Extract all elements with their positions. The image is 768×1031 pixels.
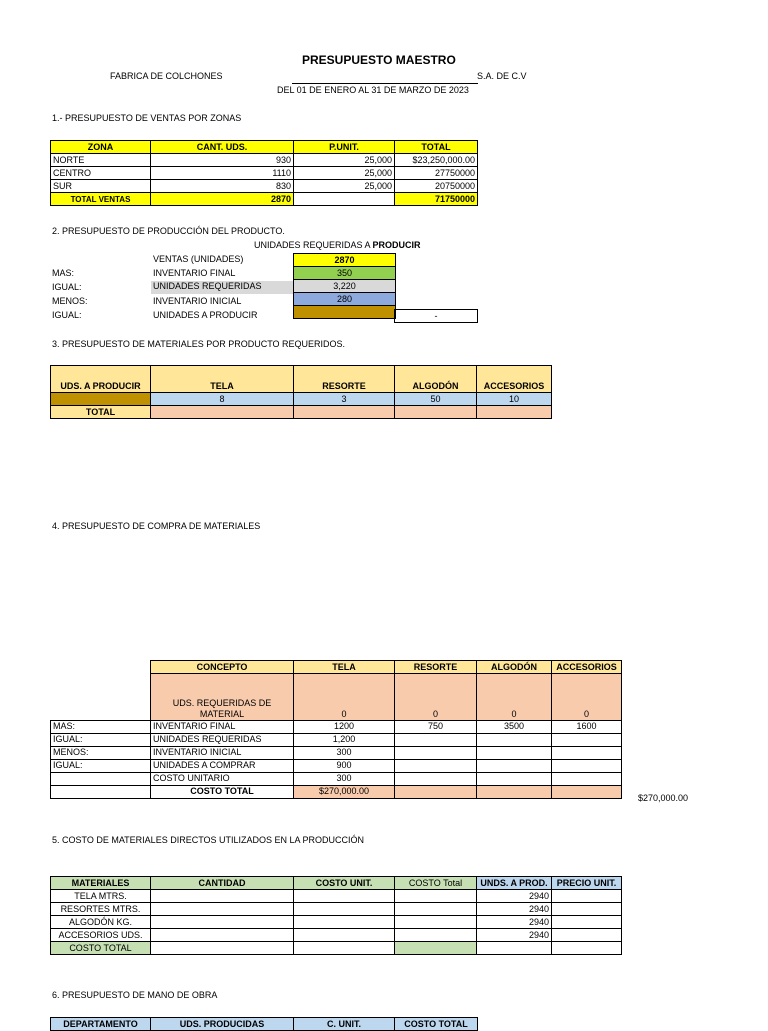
table-row (51, 154, 478, 167)
table-header-row (51, 661, 622, 674)
units-cell (51, 393, 151, 406)
cell: 2940 (477, 929, 552, 942)
cell: SUR (51, 180, 151, 193)
cell (51, 772, 151, 785)
cell: CENTRO (51, 167, 151, 180)
row-prefix: IGUAL: (52, 282, 82, 292)
cell (395, 733, 477, 746)
subtitle-bold: PRODUCIR (372, 240, 421, 250)
company-underline (292, 83, 478, 84)
production-extra-cell (394, 309, 478, 323)
cell (395, 942, 477, 955)
materials-purchase-table (50, 660, 622, 799)
col-header: TELA (294, 661, 395, 674)
table-row (51, 746, 622, 759)
blank-cell (51, 661, 151, 674)
col-header: ALGODÓN (477, 661, 552, 674)
cell (151, 406, 294, 419)
cell (477, 746, 552, 759)
row-label: UNIDADES REQUERIDAS (151, 281, 294, 294)
col-header: COSTO TOTAL (395, 1018, 478, 1031)
materials-per-product-table (50, 365, 552, 419)
col-header: CANT. UDS. (151, 141, 294, 154)
cell: 10 (477, 393, 552, 406)
cell (294, 916, 395, 929)
table-row (51, 393, 552, 406)
cell (395, 916, 477, 929)
table-header-row (51, 877, 622, 890)
cell: ALGODÓN KG. (51, 916, 151, 929)
sales-by-zone-table (50, 140, 478, 206)
cell (552, 929, 622, 942)
units-to-produce-value (294, 306, 396, 319)
cell (294, 890, 395, 903)
row-prefix: MAS: (52, 268, 75, 278)
cell: IGUAL: (51, 733, 151, 746)
total-label: TOTAL (51, 406, 151, 419)
table-header-row (51, 141, 478, 154)
cell: NORTE (51, 154, 151, 167)
section2-subtitle (254, 240, 421, 251)
cell: 0 (294, 674, 395, 721)
cell (395, 772, 477, 785)
total-sales: 71750000 (395, 193, 478, 206)
col-header: CANTIDAD (151, 877, 294, 890)
cell (395, 929, 477, 942)
table-header-row (51, 366, 552, 393)
cell: MENOS: (51, 746, 151, 759)
cell: 930 (151, 154, 294, 167)
company-suffix: S.A. DE C.V (477, 71, 527, 81)
col-header: MATERIALES (51, 877, 151, 890)
cell (477, 772, 552, 785)
cell: 2940 (477, 890, 552, 903)
cell: 750 (395, 720, 477, 733)
col-header: ACCESORIOS (552, 661, 622, 674)
table-row (51, 890, 622, 903)
col-header: TELA (151, 366, 294, 393)
cell: MAS: (51, 720, 151, 733)
cell: UNIDADES A COMPRAR (151, 759, 294, 772)
table-row (51, 180, 478, 193)
cell: $23,250,000.00 (395, 154, 478, 167)
col-header: PRECIO UNIT. (552, 877, 622, 890)
row-label: VENTAS (UNIDADES) (153, 254, 244, 264)
section6-heading: 6. PRESUPUESTO DE MANO DE OBRA (52, 990, 218, 1000)
page-title: PRESUPUESTO MAESTRO (302, 53, 456, 67)
col-header: P.UNIT. (294, 141, 395, 154)
cell (151, 890, 294, 903)
company-name: FABRICA DE COLCHONES (110, 71, 223, 81)
cell (294, 903, 395, 916)
direct-materials-table (50, 876, 622, 955)
cell: 25,000 (294, 180, 395, 193)
row-prefix: MENOS: (52, 296, 88, 306)
col-header: RESORTE (294, 366, 395, 393)
table-row (51, 720, 622, 733)
cell: 27750000 (395, 167, 478, 180)
col-header: UDS. PRODUCIDAS (151, 1018, 294, 1031)
cell (395, 785, 477, 798)
section5-heading: 5. COSTO DE MATERIALES DIRECTOS UTILIZADOS EN LA PRODUCCIÓN (52, 835, 365, 845)
table-row (51, 929, 622, 942)
col-header: ACCESORIOS (477, 366, 552, 393)
total-label: TOTAL VENTAS (51, 193, 151, 206)
total-row (51, 785, 622, 798)
cell (151, 916, 294, 929)
labor-budget-table (50, 1017, 478, 1031)
sales-units-value: 2870 (294, 254, 396, 267)
cell (294, 942, 395, 955)
table-row (51, 772, 622, 785)
cell: 25,000 (294, 154, 395, 167)
row-prefix: IGUAL: (52, 310, 82, 320)
table-row (51, 674, 622, 721)
cell (395, 406, 477, 419)
cell (151, 903, 294, 916)
required-units-value: 3,220 (294, 280, 396, 293)
total-row (51, 406, 552, 419)
cell (477, 406, 552, 419)
cell (395, 746, 477, 759)
row-label: INVENTARIO INICIAL (153, 296, 242, 306)
cell: 3500 (477, 720, 552, 733)
cell (552, 746, 622, 759)
cell: 0 (395, 674, 477, 721)
section3-heading: 3. PRESUPUESTO DE MATERIALES POR PRODUCTO REQUERIDOS. (52, 339, 346, 349)
cell: INVENTARIO INICIAL (151, 746, 294, 759)
table-row (51, 916, 622, 929)
col-header: ZONA (51, 141, 151, 154)
col-header: UNDS. A PROD. (477, 877, 552, 890)
production-values-table (293, 253, 396, 319)
cell: 25,000 (294, 167, 395, 180)
cell: 8 (151, 393, 294, 406)
cell: 50 (395, 393, 477, 406)
cell: ACCESORIOS UDS. (51, 929, 151, 942)
cell: IGUAL: (51, 759, 151, 772)
cell (477, 759, 552, 772)
section4-heading: 4. PRESUPUESTO DE COMPRA DE MATERIALES (52, 521, 261, 531)
cell: 2940 (477, 916, 552, 929)
cell: INVENTARIO FINAL (151, 720, 294, 733)
side-total: $270,000.00 (638, 793, 689, 803)
total-units: 2870 (151, 193, 294, 206)
cell: 1,200 (294, 733, 395, 746)
row-label: INVENTARIO FINAL (153, 268, 236, 278)
cell: 20750000 (395, 180, 478, 193)
final-inventory-value: 350 (294, 267, 396, 280)
total-row (51, 193, 478, 206)
cell (552, 759, 622, 772)
cell: 300 (294, 772, 395, 785)
col-header: DEPARTAMENTO (51, 1018, 151, 1031)
col-header: CONCEPTO (151, 661, 294, 674)
cell (294, 193, 395, 206)
cell (552, 916, 622, 929)
section2-heading: 2. PRESUPUESTO DE PRODUCCIÓN DEL PRODUCTO. (52, 226, 285, 236)
cell (294, 929, 395, 942)
cell: 1600 (552, 720, 622, 733)
col-header: C. UNIT. (294, 1018, 395, 1031)
cell (477, 733, 552, 746)
cell: RESORTES MTRS. (51, 903, 151, 916)
section1-heading: 1.- PRESUPUESTO DE VENTAS POR ZONAS (52, 113, 242, 123)
row-label: UNIDADES A PRODUCIR (153, 310, 258, 320)
cell (552, 890, 622, 903)
cell (477, 785, 552, 798)
cell (395, 890, 477, 903)
col-header: COSTO UNIT. (294, 877, 395, 890)
cell: 2940 (477, 903, 552, 916)
cell: 830 (151, 180, 294, 193)
required-label: UDS. REQUERIDAS DE MATERIAL (151, 674, 294, 721)
cell (552, 785, 622, 798)
cell: 0 (552, 674, 622, 721)
cell: TELA MTRS. (51, 890, 151, 903)
cell (477, 942, 552, 955)
cell: 3 (294, 393, 395, 406)
period: DEL 01 DE ENERO AL 31 DE MARZO DE 2023 (277, 85, 469, 95)
cell: 300 (294, 746, 395, 759)
cell (294, 406, 395, 419)
cell: COSTO UNITARIO (151, 772, 294, 785)
total-label: COSTO TOTAL (151, 785, 294, 798)
subtitle-text: UNIDADES REQUERIDAS A (254, 240, 373, 250)
extra-value: - (395, 310, 478, 323)
total-value: $270,000.00 (294, 785, 395, 798)
total-label: COSTO TOTAL (51, 942, 151, 955)
col-header: RESORTE (395, 661, 477, 674)
blank-cell (51, 674, 151, 721)
cell: 0 (477, 674, 552, 721)
total-row (51, 942, 622, 955)
cell (552, 903, 622, 916)
table-row (51, 733, 622, 746)
col-header: UDS. A PRODUCIR (51, 366, 151, 393)
initial-inventory-value: 280 (294, 293, 396, 306)
col-header: COSTO Total (395, 877, 477, 890)
cell: UNIDADES REQUERIDAS (151, 733, 294, 746)
cell (151, 929, 294, 942)
table-header-row (51, 1018, 478, 1031)
table-row (51, 759, 622, 772)
col-header: TOTAL (395, 141, 478, 154)
cell: 900 (294, 759, 395, 772)
table-row (51, 903, 622, 916)
col-header: ALGODÓN (395, 366, 477, 393)
table-row (51, 167, 478, 180)
cell: 1110 (151, 167, 294, 180)
cell (395, 759, 477, 772)
cell (395, 903, 477, 916)
cell (552, 772, 622, 785)
cell (552, 942, 622, 955)
cell (151, 942, 294, 955)
cell: 1200 (294, 720, 395, 733)
cell (552, 733, 622, 746)
cell (51, 785, 151, 798)
